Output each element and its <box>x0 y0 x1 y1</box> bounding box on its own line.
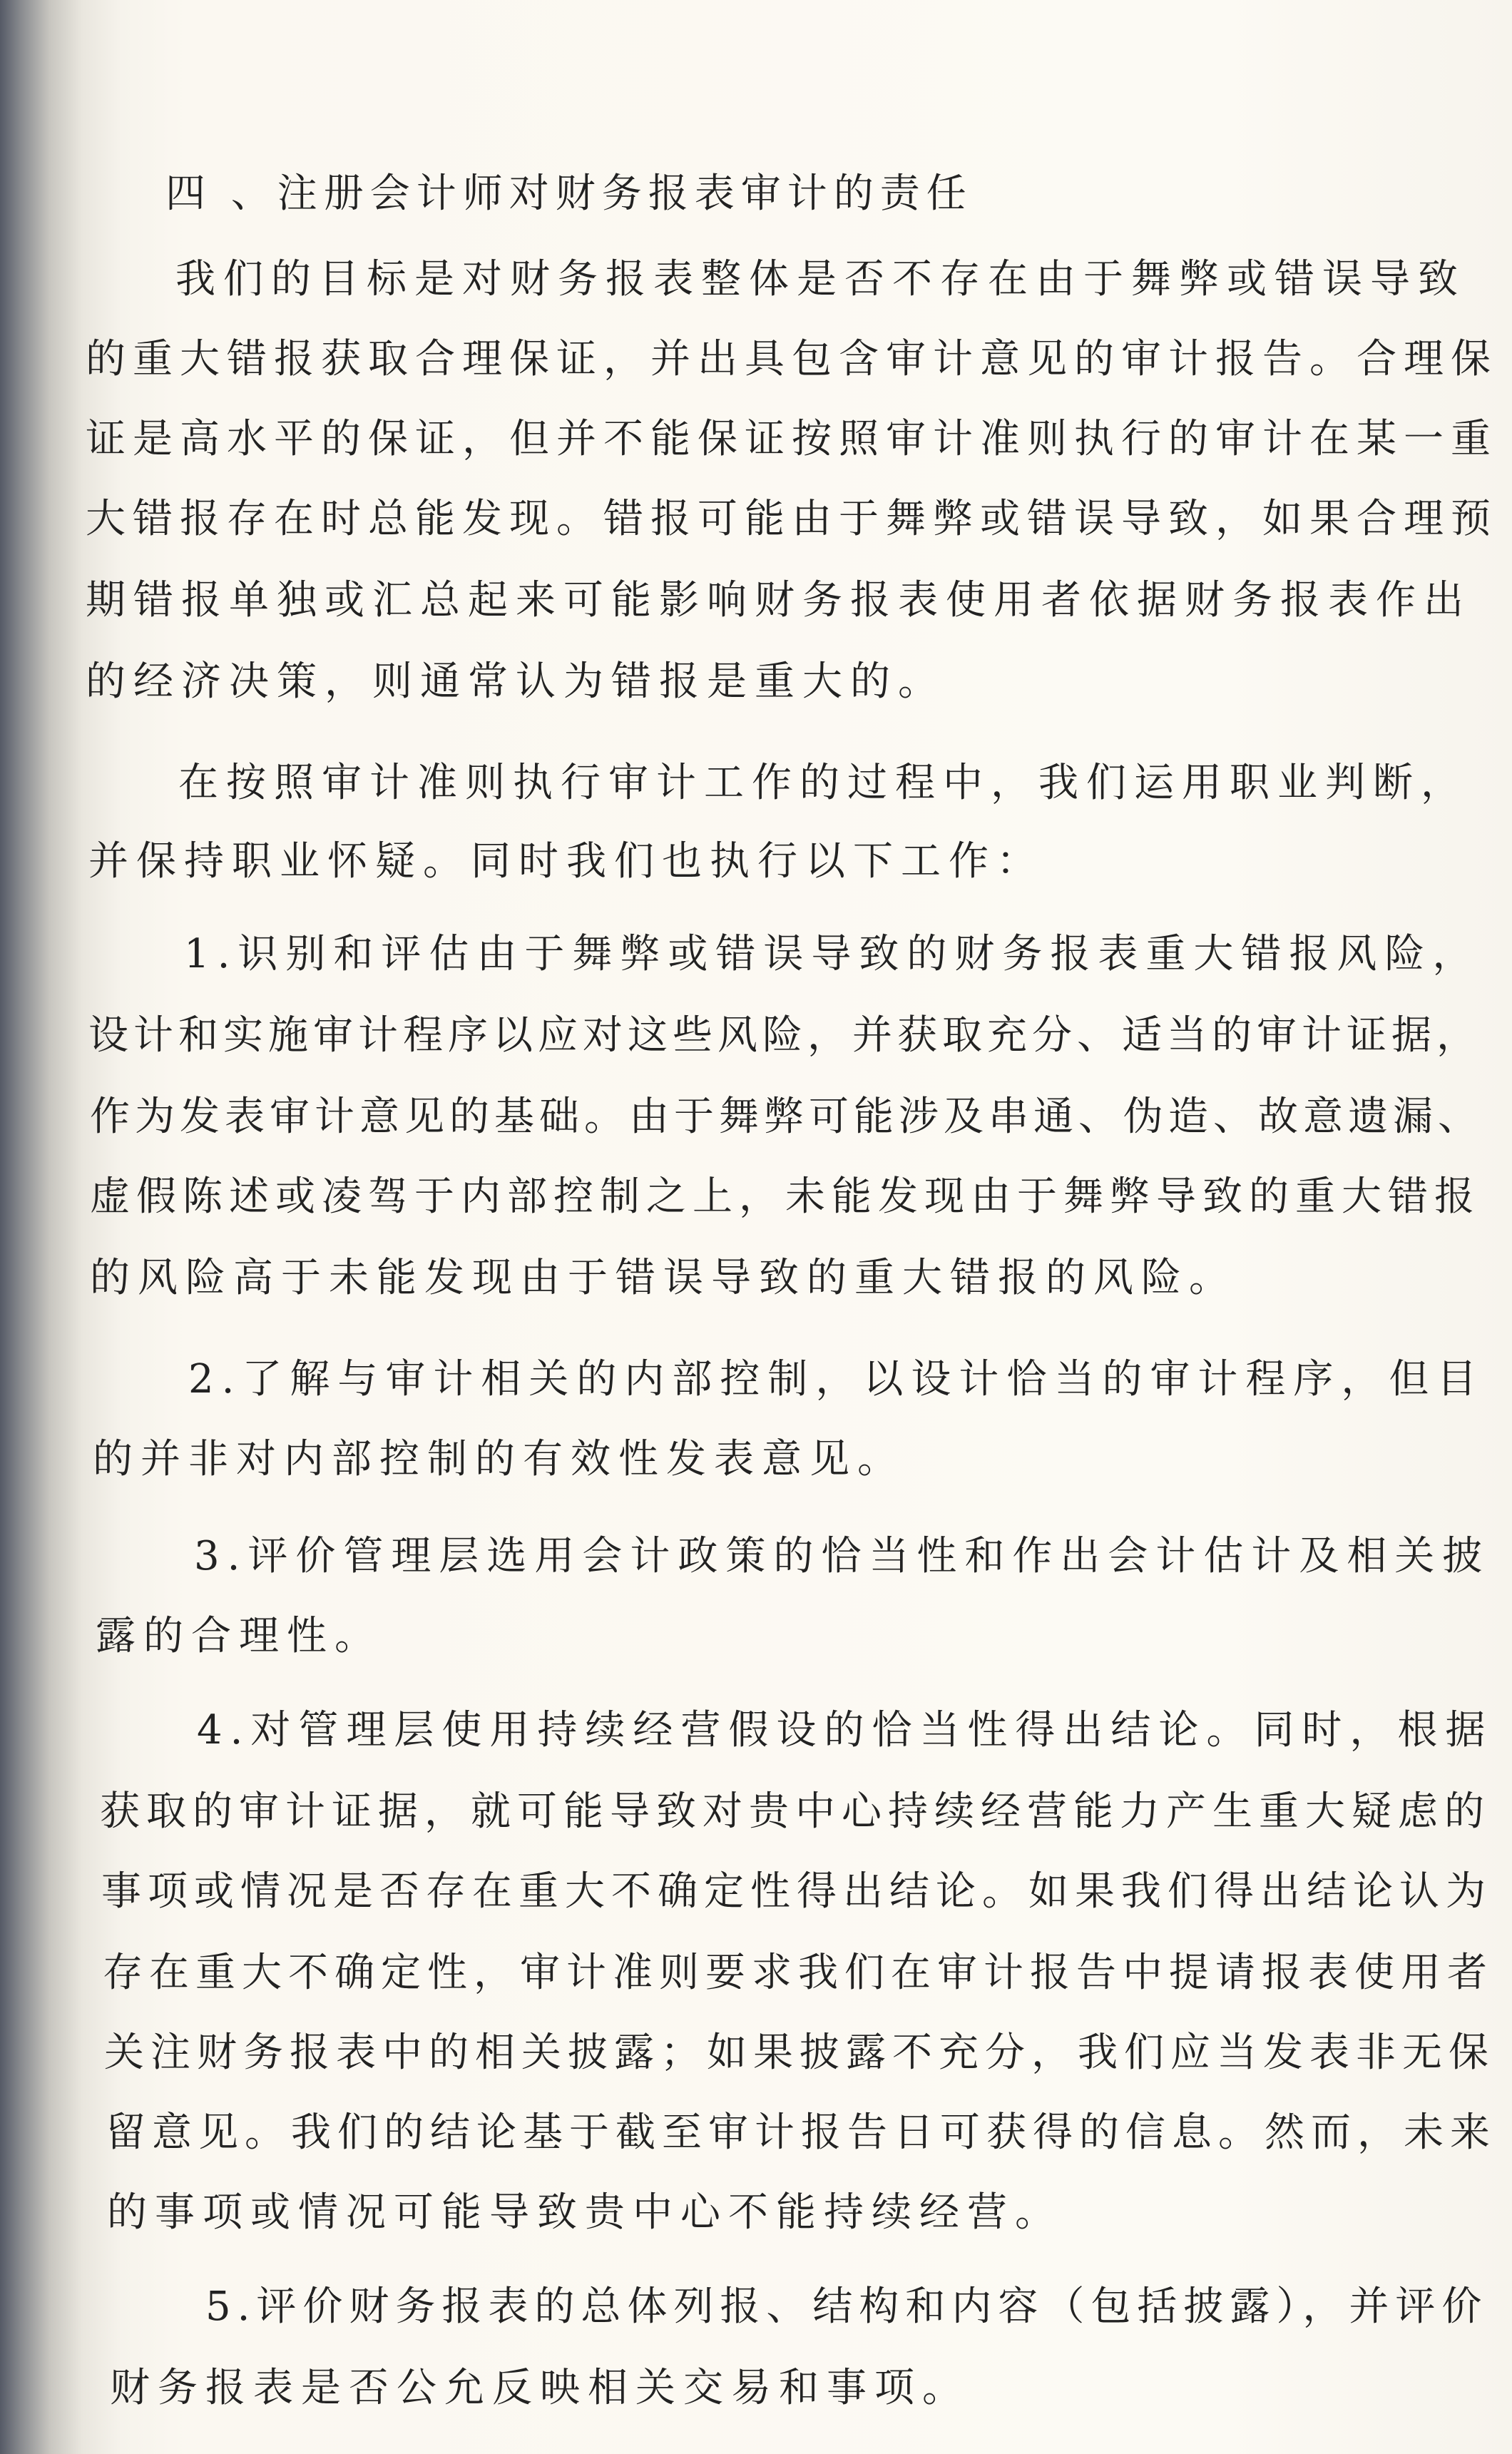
text-line: 的并非对内部控制的有效性发表意见。 <box>93 1436 905 1482</box>
text-line: 的重大错报获取合理保证，并出具包含审计意见的审计报告。合理保 <box>86 336 1498 382</box>
text-line: 证是高水平的保证，但并不能保证按照审计准则执行的审计在某一重 <box>86 416 1498 462</box>
text-line: 关注财务报表中的相关披露；如果披露不充分，我们应当发表非无保 <box>104 2030 1495 2076</box>
text-line: 获取的审计证据，就可能导致对贵中心持续经营能力产生重大疑虑的 <box>100 1788 1491 1835</box>
text-line: 的事项或情况可能导致贵中心不能持续经营。 <box>107 2189 1063 2236</box>
text-line: 大错报存在时总能发现。错报可能由于舞弊或错误导致，如果合理预 <box>86 496 1498 542</box>
text-line: 留意见。我们的结论基于截至审计报告日可获得的信息。然而，未来 <box>106 2109 1496 2156</box>
text-line: 存在重大不确定性，审计准则要求我们在审计报告中提请报表使用者 <box>103 1950 1493 1996</box>
text-line: 露的合理性。 <box>96 1613 382 1659</box>
text-line: 的经济决策，则通常认为错报是重大的。 <box>86 658 946 705</box>
text-line: 虚假陈述或凌驾于内部控制之上，未能发现由于舞弊导致的重大错报 <box>90 1173 1481 1220</box>
text-line: 5.评价财务报表的总体列报、结构和内容（包括披露），并评价 <box>205 2284 1488 2330</box>
text-line: 期错报单独或汇总起来可能影响财务报表使用者依据财务报表作出 <box>86 577 1471 623</box>
text-line: 3.评价管理层选用会计政策的恰当性和作出会计估计及相关披 <box>194 1533 1491 1579</box>
text-line: 我们的目标是对财务报表整体是否不存在由于舞弊或错误导致 <box>175 256 1466 302</box>
text-line: 的风险高于未能发现由于错误导致的重大错报的风险。 <box>90 1255 1237 1301</box>
text-line: 作为发表审计意见的基础。由于舞弊可能涉及串通、伪造、故意遗漏、 <box>90 1094 1483 1140</box>
text-line: 4.对管理层使用持续经营假设的恰当性得出结论。同时，根据 <box>197 1707 1493 1753</box>
text-line: 并保持职业怀疑。同时我们也执行以下工作： <box>88 838 1044 885</box>
text-line: 1.识别和评估由于舞弊或错误导致的财务报表重大错报风险， <box>184 931 1481 977</box>
text-line: 在按照审计准则执行审计工作的过程中，我们运用职业判断， <box>178 760 1468 806</box>
section-heading: 四 、注册会计师对财务报表审计的责任 <box>165 170 973 217</box>
text-line: 2.了解与审计相关的内部控制，以设计恰当的审计程序，但目 <box>188 1356 1485 1402</box>
text-line: 财务报表是否公允反映相关交易和事项。 <box>110 2365 970 2411</box>
text-line: 设计和实施审计程序以应对这些风险，并获取充分、适当的审计证据， <box>88 1012 1481 1059</box>
text-line: 事项或情况是否存在重大不确定性得出结论。如果我们得出结论认为 <box>101 1868 1492 1915</box>
